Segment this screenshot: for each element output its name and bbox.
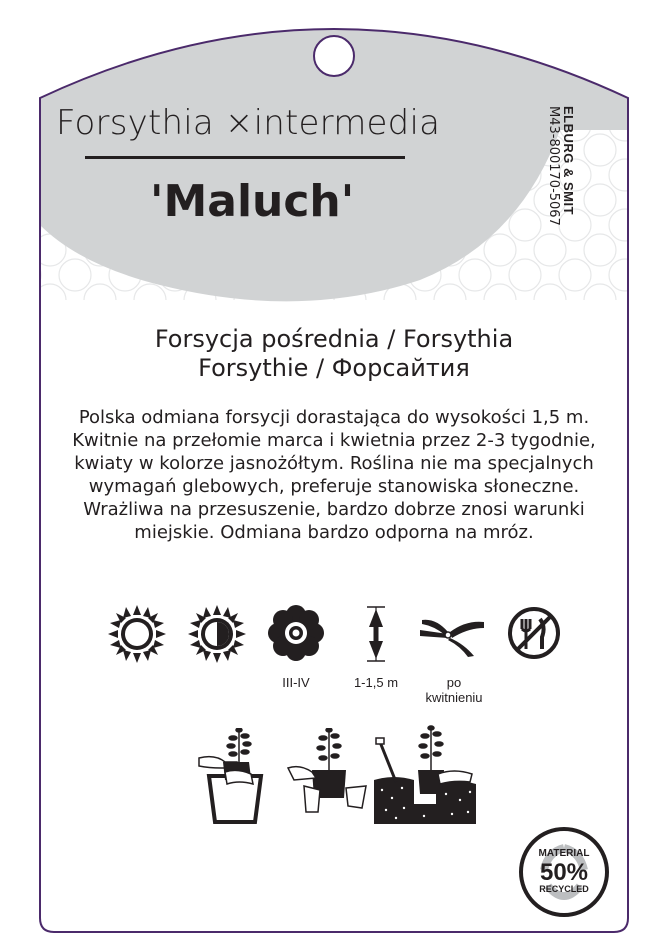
planting-step2-icon bbox=[286, 728, 370, 820]
badge-material-text: MATERIAL bbox=[538, 848, 590, 859]
badge-percent-text: 50% bbox=[539, 859, 589, 886]
partial-shade-icon bbox=[188, 605, 246, 663]
badge-recycled-text: RECYCLED bbox=[539, 884, 589, 894]
height-label: 1-1,5 m bbox=[353, 675, 399, 690]
flowering-label: III-IV bbox=[282, 675, 310, 690]
description bbox=[40, 406, 628, 544]
recycled-material-badge bbox=[518, 826, 610, 918]
description-line: Polska odmiana forsycji dorastająca do wysokości 1,5 m. bbox=[78, 407, 590, 428]
description-line: wymagań glebowych, preferuje stanowiska słoneczne. bbox=[88, 476, 580, 497]
description-line: kwiaty w kolorze jasnożółtym. Roślina nie ma specjalnych bbox=[74, 453, 594, 474]
product-code: M43-800170-5067 bbox=[546, 106, 561, 226]
pruning-shears-icon bbox=[418, 612, 486, 658]
height-arrow-icon bbox=[364, 605, 388, 663]
title-divider bbox=[85, 156, 405, 159]
common-names-line1: Forsycja pośrednia / Forsythia bbox=[154, 325, 514, 353]
planting-step3-icon bbox=[374, 724, 476, 826]
hang-hole bbox=[314, 36, 354, 76]
common-names-line2: Forsythie / Форсайтия bbox=[198, 354, 470, 382]
brand-name: ELBURG & SMIT bbox=[561, 106, 576, 216]
pruning-label-line1: po bbox=[446, 675, 462, 690]
full-sun-icon bbox=[108, 605, 166, 663]
not-edible-icon bbox=[506, 605, 562, 661]
pruning-label-line2: kwitnieniu bbox=[425, 690, 483, 705]
latin-name: Forsythia ×intermedia bbox=[56, 103, 441, 143]
description-line: Wrażliwa na przesuszenie, bardzo dobrze znosi warunki bbox=[83, 499, 585, 520]
description-line: Kwitnie na przełomie marca i kwietnia przez 2-3 tygodnie, bbox=[72, 430, 596, 451]
planting-step1-icon bbox=[195, 728, 275, 824]
side-text bbox=[546, 106, 576, 226]
cultivar-name: 'Maluch' bbox=[150, 176, 355, 227]
flowering-time-icon bbox=[268, 605, 324, 661]
description-line: miejskie. Odmiana bardzo odporna na mróz. bbox=[134, 522, 534, 543]
